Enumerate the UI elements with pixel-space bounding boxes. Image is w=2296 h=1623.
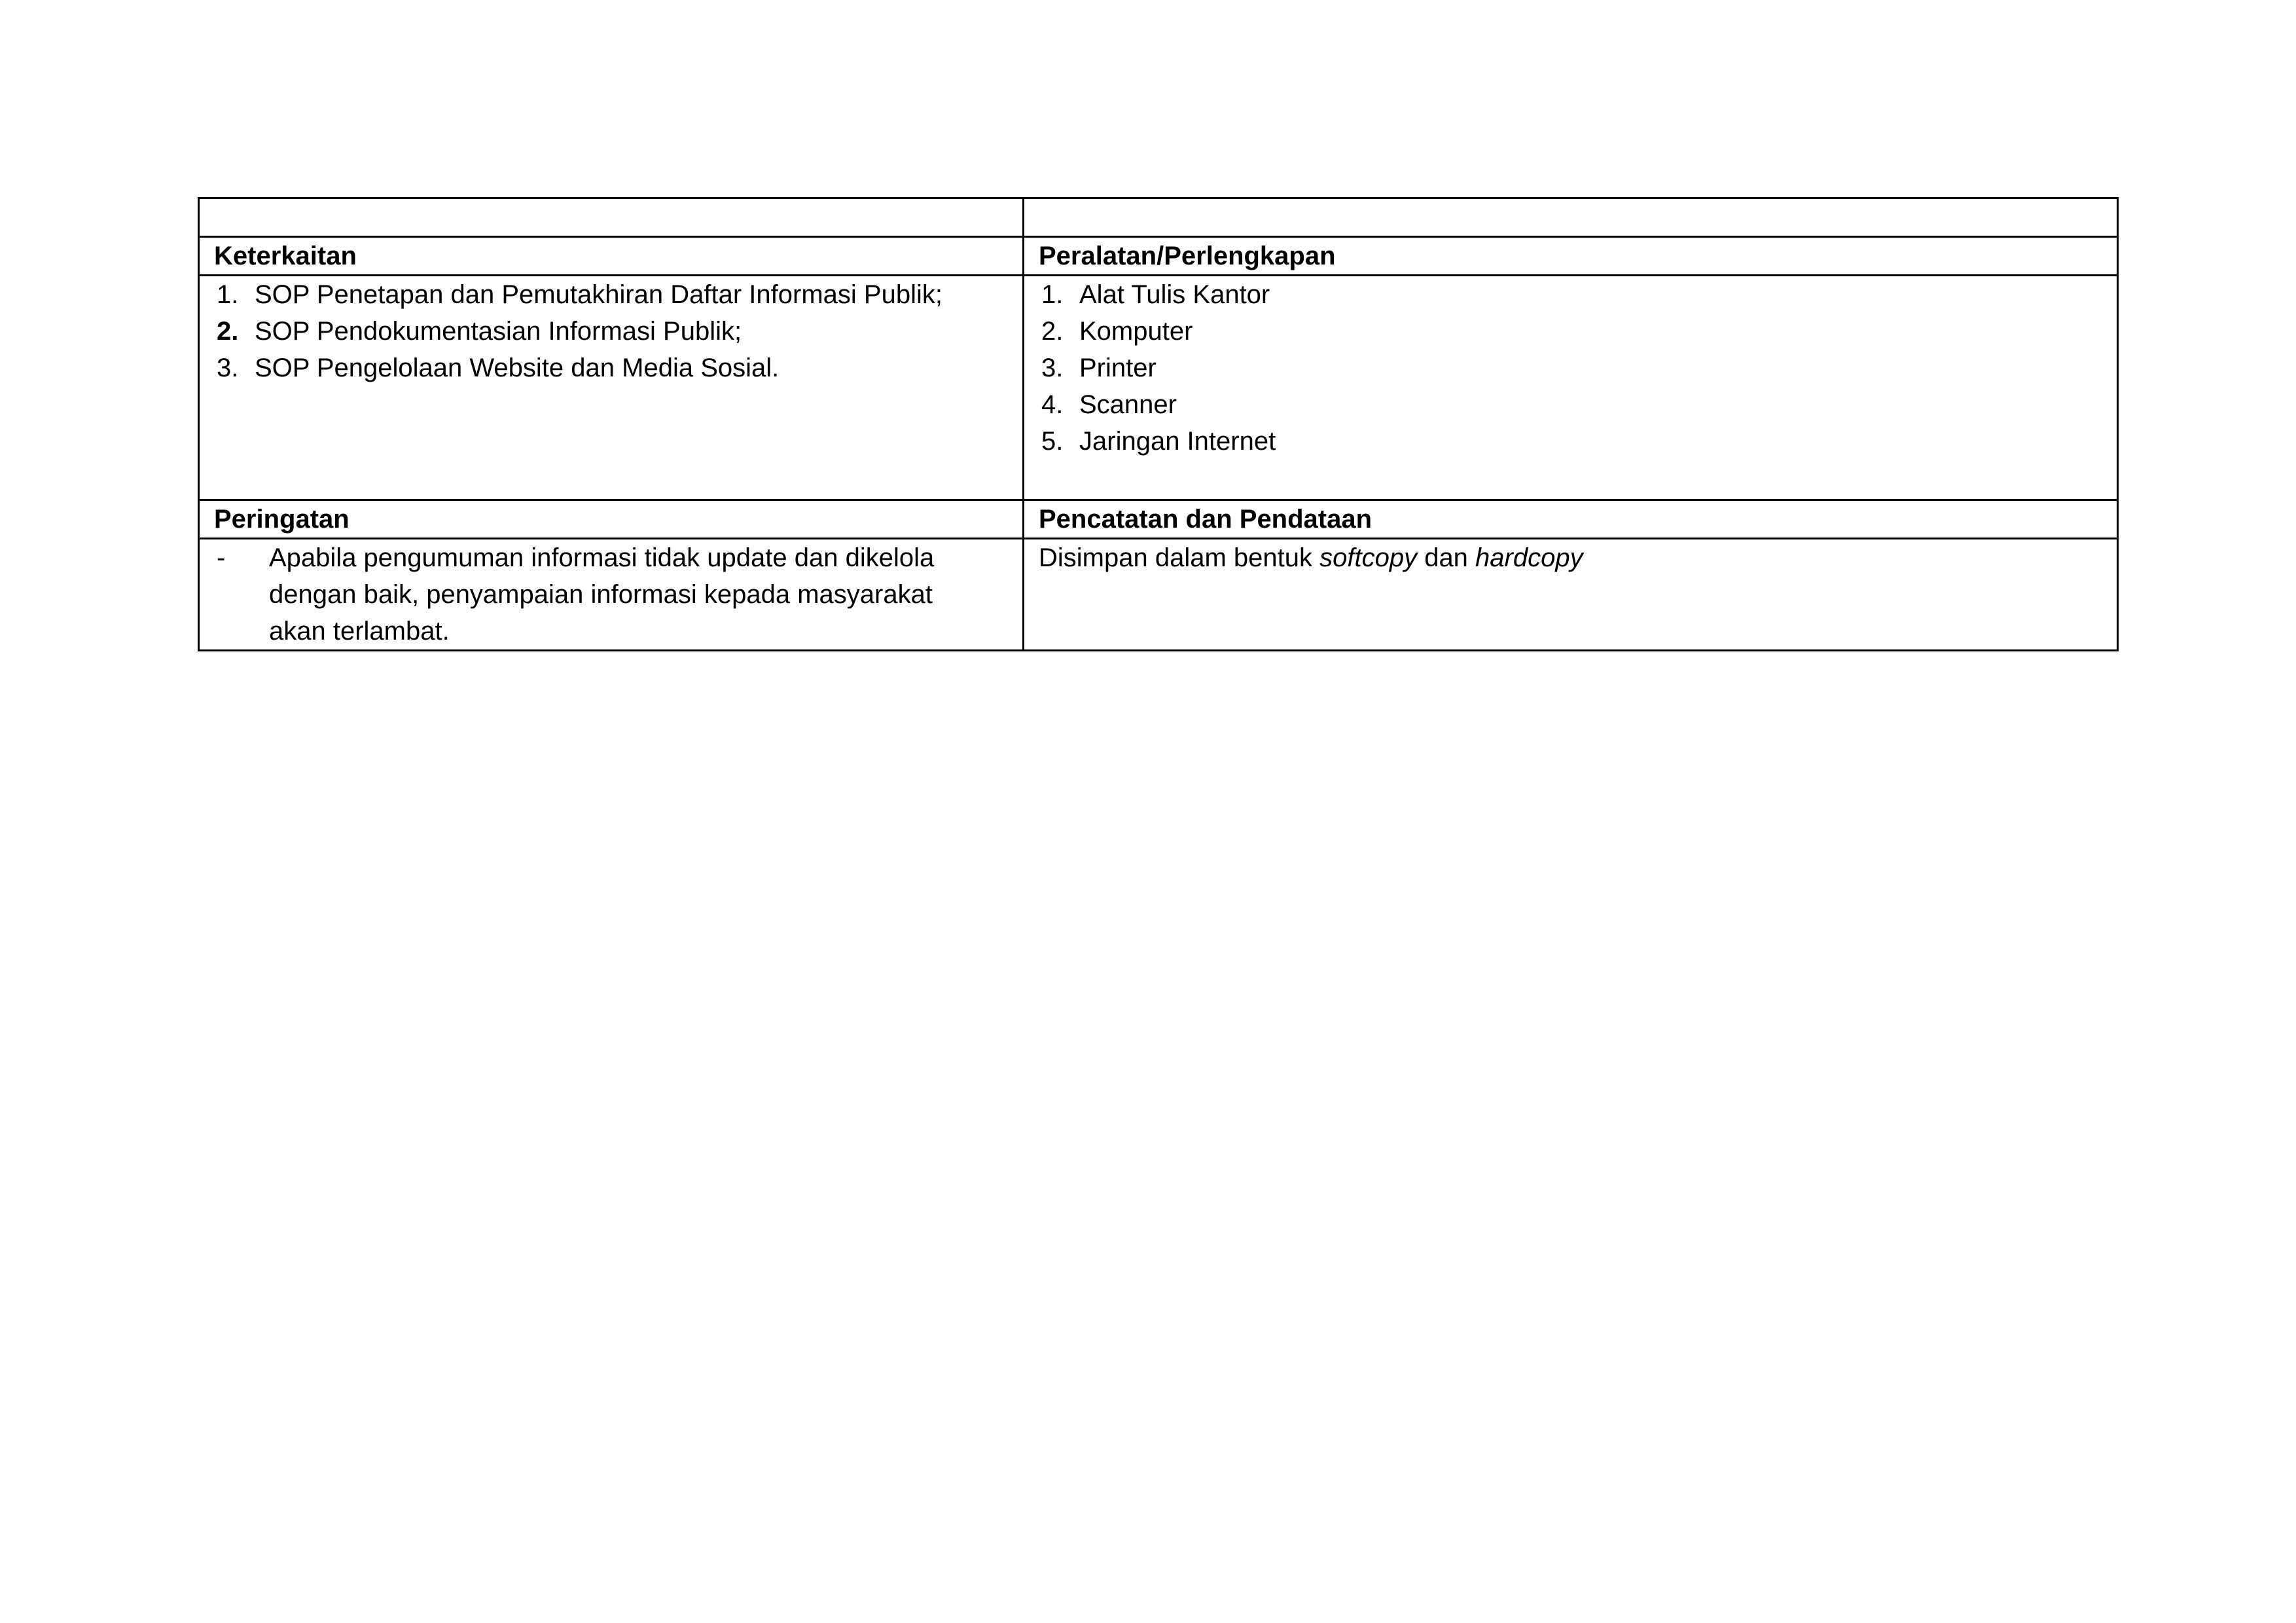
pencatatan-hardcopy: hardcopy — [1475, 543, 1583, 572]
list-row — [199, 276, 2118, 500]
item-text: SOP Penetapan dan Pemutakhiran Daftar Informasi Publik; — [255, 280, 942, 309]
item-number: 4. — [1041, 390, 1064, 419]
list-item — [1039, 313, 2102, 350]
item-text: Alat Tulis Kantor — [1079, 280, 1270, 309]
header-keterkaitan: Keterkaitan — [199, 237, 1024, 276]
pencatatan-prefix: Disimpan dalam bentuk — [1039, 543, 1320, 572]
item-text: Komputer — [1079, 317, 1193, 346]
keterkaitan-list — [214, 276, 1008, 386]
pencatatan-middle: dan — [1417, 543, 1476, 572]
list-item — [1039, 423, 2102, 460]
header-peringatan: Peringatan — [199, 500, 1024, 539]
header-row-bottom — [199, 500, 2118, 539]
list-item — [1039, 276, 2102, 313]
header-pencatatan: Pencatatan dan Pendataan — [1024, 500, 2118, 539]
empty-cell-left — [199, 198, 1024, 237]
item-text: Printer — [1079, 354, 1157, 382]
item-number: 1. — [217, 280, 239, 309]
item-text: Scanner — [1079, 390, 1177, 419]
list-item — [214, 350, 1008, 386]
item-text: SOP Pengelolaan Website dan Media Sosial. — [255, 354, 780, 382]
item-number: 1. — [1041, 280, 1064, 309]
pencatatan-cell — [1024, 539, 2118, 651]
item-number: 2. — [217, 317, 239, 346]
empty-row — [199, 198, 2118, 237]
detail-row — [199, 539, 2118, 651]
list-item — [1039, 386, 2102, 423]
warning-item — [214, 539, 1008, 649]
list-item — [214, 313, 1008, 350]
list-item — [1039, 350, 2102, 386]
bullet-dash: - — [217, 543, 226, 572]
keterkaitan-cell — [199, 276, 1024, 500]
warning-text: Apabila pengumuman informasi tidak update dan dikelola dengan baik, penyampaian informasi kepada masyarakat akan terlambat. — [269, 543, 935, 646]
list-item — [214, 276, 1008, 313]
pencatatan-softcopy: softcopy — [1319, 543, 1418, 572]
peralatan-list — [1039, 276, 2102, 460]
header-row-top — [199, 237, 2118, 276]
item-number: 2. — [1041, 317, 1064, 346]
item-text: SOP Pendokumentasian Informasi Publik; — [255, 317, 742, 346]
header-peralatan: Peralatan/Perlengkapan — [1024, 237, 2118, 276]
item-text: Jaringan Internet — [1079, 427, 1276, 456]
peringatan-cell — [199, 539, 1024, 651]
item-number: 3. — [217, 354, 239, 382]
item-number: 3. — [1041, 354, 1064, 382]
empty-cell-right — [1024, 198, 2118, 237]
peralatan-cell — [1024, 276, 2118, 500]
sop-table — [198, 197, 2119, 651]
item-number: 5. — [1041, 427, 1064, 456]
